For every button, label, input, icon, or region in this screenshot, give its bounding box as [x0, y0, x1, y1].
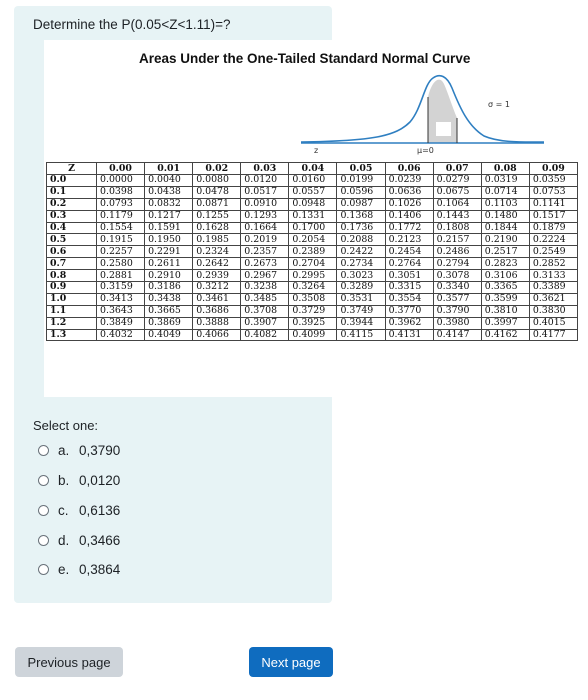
probability-cell: 0.0199	[337, 175, 385, 187]
probability-cell: 0.2967	[241, 270, 289, 282]
probability-cell: 0.3078	[433, 270, 481, 282]
probability-cell: 0.2123	[385, 234, 433, 246]
table-row	[47, 234, 578, 246]
probability-cell: 0.2257	[97, 246, 145, 258]
table-row	[47, 329, 578, 341]
probability-cell: 0.3962	[385, 317, 433, 329]
probability-cell: 0.2517	[481, 246, 529, 258]
z-table	[46, 162, 578, 341]
option-value: 0,6136	[79, 502, 121, 518]
probability-cell: 0.4147	[433, 329, 481, 341]
probability-cell: 0.1772	[385, 222, 433, 234]
probability-cell: 0.3159	[97, 282, 145, 294]
z-value-cell: 1.2	[47, 317, 97, 329]
probability-cell: 0.1217	[145, 210, 193, 222]
table-row	[47, 282, 578, 294]
probability-cell: 0.4099	[289, 329, 337, 341]
probability-cell: 0.2224	[529, 234, 577, 246]
option-letter: d.	[58, 532, 70, 548]
table-row	[47, 222, 578, 234]
probability-cell: 0.0438	[145, 186, 193, 198]
probability-cell: 0.1026	[385, 198, 433, 210]
probability-cell: 0.1879	[529, 222, 577, 234]
probability-cell: 0.4032	[97, 329, 145, 341]
probability-cell: 0.4115	[337, 329, 385, 341]
probability-cell: 0.4177	[529, 329, 577, 341]
probability-cell: 0.3438	[145, 293, 193, 305]
header-cell: 0.00	[97, 163, 145, 175]
option-b[interactable]	[38, 471, 120, 489]
probability-cell: 0.2324	[193, 246, 241, 258]
probability-cell: 0.3315	[385, 282, 433, 294]
probability-cell: 0.3849	[97, 317, 145, 329]
probability-cell: 0.2823	[481, 258, 529, 270]
option-letter: b.	[58, 472, 70, 488]
probability-cell: 0.1406	[385, 210, 433, 222]
probability-cell: 0.3925	[289, 317, 337, 329]
probability-cell: 0.2764	[385, 258, 433, 270]
probability-cell: 0.2054	[289, 234, 337, 246]
probability-cell: 0.2881	[97, 270, 145, 282]
probability-cell: 0.0080	[193, 175, 241, 187]
probability-cell: 0.2910	[145, 270, 193, 282]
probability-cell: 0.4162	[481, 329, 529, 341]
probability-cell: 0.1808	[433, 222, 481, 234]
probability-cell: 0.3980	[433, 317, 481, 329]
z-table-header-row	[47, 163, 578, 175]
next-page-button[interactable]: Next page	[249, 647, 333, 677]
z-value-cell: 0.7	[47, 258, 97, 270]
probability-cell: 0.2995	[289, 270, 337, 282]
option-letter: c.	[58, 502, 69, 518]
probability-cell: 0.3554	[385, 293, 433, 305]
normal-curve-diagram	[44, 40, 588, 162]
header-cell: 0.05	[337, 163, 385, 175]
probability-cell: 0.2580	[97, 258, 145, 270]
probability-cell: 0.3944	[337, 317, 385, 329]
probability-cell: 0.3599	[481, 293, 529, 305]
probability-cell: 0.1700	[289, 222, 337, 234]
probability-cell: 0.2157	[433, 234, 481, 246]
probability-cell: 0.3389	[529, 282, 577, 294]
probability-cell: 0.2454	[385, 246, 433, 258]
select-one-label: Select one:	[33, 418, 99, 433]
probability-cell: 0.0120	[241, 175, 289, 187]
probability-cell: 0.0000	[97, 175, 145, 187]
probability-cell: 0.2291	[145, 246, 193, 258]
probability-cell: 0.2190	[481, 234, 529, 246]
table-row	[47, 305, 578, 317]
option-a[interactable]	[38, 441, 120, 459]
probability-cell: 0.3643	[97, 305, 145, 317]
option-letter: e.	[58, 561, 70, 577]
probability-cell: 0.2422	[337, 246, 385, 258]
probability-cell: 0.1293	[241, 210, 289, 222]
probability-cell: 0.0714	[481, 186, 529, 198]
previous-page-button[interactable]: Previous page	[15, 647, 123, 677]
radio-button[interactable]	[38, 445, 49, 456]
z-table-body	[47, 175, 578, 341]
probability-cell: 0.2939	[193, 270, 241, 282]
probability-cell: 0.0910	[241, 198, 289, 210]
probability-cell: 0.2486	[433, 246, 481, 258]
z-table-figure	[44, 40, 588, 397]
option-c[interactable]	[38, 501, 120, 519]
probability-cell: 0.3023	[337, 270, 385, 282]
probability-cell: 0.3749	[337, 305, 385, 317]
probability-cell: 0.3186	[145, 282, 193, 294]
probability-cell: 0.3577	[433, 293, 481, 305]
probability-cell: 0.1591	[145, 222, 193, 234]
probability-cell: 0.3106	[481, 270, 529, 282]
mu-label: μ=0	[417, 146, 434, 155]
probability-cell: 0.2389	[289, 246, 337, 258]
table-row	[47, 210, 578, 222]
probability-cell: 0.0398	[97, 186, 145, 198]
radio-button[interactable]	[38, 535, 49, 546]
probability-cell: 0.0319	[481, 175, 529, 187]
probability-cell: 0.3485	[241, 293, 289, 305]
probability-cell: 0.3340	[433, 282, 481, 294]
probability-cell: 0.3997	[481, 317, 529, 329]
probability-cell: 0.4049	[145, 329, 193, 341]
table-row	[47, 198, 578, 210]
probability-cell: 0.2704	[289, 258, 337, 270]
probability-cell: 0.1255	[193, 210, 241, 222]
option-value: 0,0120	[79, 472, 121, 488]
probability-cell: 0.1064	[433, 198, 481, 210]
header-cell: 0.02	[193, 163, 241, 175]
probability-cell: 0.2794	[433, 258, 481, 270]
probability-cell: 0.2088	[337, 234, 385, 246]
probability-cell: 0.0948	[289, 198, 337, 210]
z-value-cell: 1.1	[47, 305, 97, 317]
probability-cell: 0.0675	[433, 186, 481, 198]
z-value-cell: 0.3	[47, 210, 97, 222]
probability-cell: 0.1331	[289, 210, 337, 222]
probability-cell: 0.1443	[433, 210, 481, 222]
question-text: Determine the P(0.05<Z<1.11)=?	[33, 17, 231, 32]
probability-cell: 0.3888	[193, 317, 241, 329]
probability-cell: 0.3686	[193, 305, 241, 317]
option-value: 0,3864	[79, 561, 121, 577]
table-row	[47, 186, 578, 198]
inner-white-box	[436, 122, 451, 136]
figure-title: Areas Under the One-Tailed Standard Normal Curve	[139, 51, 471, 66]
z-axis-label: z	[314, 146, 319, 155]
probability-cell: 0.1844	[481, 222, 529, 234]
probability-cell: 0.3830	[529, 305, 577, 317]
probability-cell: 0.1628	[193, 222, 241, 234]
header-cell: 0.04	[289, 163, 337, 175]
probability-cell: 0.1368	[337, 210, 385, 222]
header-cell: 0.01	[145, 163, 193, 175]
probability-cell: 0.3508	[289, 293, 337, 305]
probability-cell: 0.3907	[241, 317, 289, 329]
probability-cell: 0.0040	[145, 175, 193, 187]
probability-cell: 0.3051	[385, 270, 433, 282]
option-value: 0,3790	[79, 442, 121, 458]
probability-cell: 0.3810	[481, 305, 529, 317]
probability-cell: 0.3531	[337, 293, 385, 305]
option-value: 0,3466	[79, 532, 121, 548]
probability-cell: 0.3133	[529, 270, 577, 282]
probability-cell: 0.3461	[193, 293, 241, 305]
table-row	[47, 246, 578, 258]
option-e[interactable]	[38, 560, 120, 578]
header-cell: 0.07	[433, 163, 481, 175]
probability-cell: 0.0793	[97, 198, 145, 210]
probability-cell: 0.3729	[289, 305, 337, 317]
probability-cell: 0.1141	[529, 198, 577, 210]
probability-cell: 0.0279	[433, 175, 481, 187]
z-value-cell: 0.5	[47, 234, 97, 246]
header-cell: 0.03	[241, 163, 289, 175]
probability-cell: 0.3665	[145, 305, 193, 317]
probability-cell: 0.1664	[241, 222, 289, 234]
z-value-cell: 0.9	[47, 282, 97, 294]
probability-cell: 0.3708	[241, 305, 289, 317]
probability-cell: 0.2642	[193, 258, 241, 270]
z-value-cell: 0.2	[47, 198, 97, 210]
probability-cell: 0.3264	[289, 282, 337, 294]
probability-cell: 0.1179	[97, 210, 145, 222]
probability-cell: 0.2611	[145, 258, 193, 270]
probability-cell: 0.4082	[241, 329, 289, 341]
probability-cell: 0.3212	[193, 282, 241, 294]
probability-cell: 0.0832	[145, 198, 193, 210]
probability-cell: 0.1950	[145, 234, 193, 246]
z-value-cell: 0.1	[47, 186, 97, 198]
probability-cell: 0.2673	[241, 258, 289, 270]
probability-cell: 0.3413	[97, 293, 145, 305]
probability-cell: 0.3289	[337, 282, 385, 294]
table-row	[47, 258, 578, 270]
probability-cell: 0.3770	[385, 305, 433, 317]
probability-cell: 0.1480	[481, 210, 529, 222]
probability-cell: 0.0239	[385, 175, 433, 187]
probability-cell: 0.2549	[529, 246, 577, 258]
radio-button[interactable]	[38, 505, 49, 516]
probability-cell: 0.1517	[529, 210, 577, 222]
probability-cell: 0.2357	[241, 246, 289, 258]
z-value-cell: 0.8	[47, 270, 97, 282]
probability-cell: 0.0517	[241, 186, 289, 198]
probability-cell: 0.0596	[337, 186, 385, 198]
table-row	[47, 270, 578, 282]
probability-cell: 0.1103	[481, 198, 529, 210]
probability-cell: 0.2852	[529, 258, 577, 270]
probability-cell: 0.4066	[193, 329, 241, 341]
probability-cell: 0.0478	[193, 186, 241, 198]
probability-cell: 0.0160	[289, 175, 337, 187]
option-letter: a.	[58, 442, 70, 458]
probability-cell: 0.0557	[289, 186, 337, 198]
probability-cell: 0.3621	[529, 293, 577, 305]
sigma-label: σ = 1	[488, 100, 510, 109]
probability-cell: 0.1736	[337, 222, 385, 234]
header-cell: 0.09	[529, 163, 577, 175]
probability-cell: 0.2734	[337, 258, 385, 270]
probability-cell: 0.1915	[97, 234, 145, 246]
probability-cell: 0.1985	[193, 234, 241, 246]
probability-cell: 0.0753	[529, 186, 577, 198]
z-value-cell: 0.4	[47, 222, 97, 234]
z-value-cell: 0.6	[47, 246, 97, 258]
header-cell: Z	[47, 163, 97, 175]
probability-cell: 0.4131	[385, 329, 433, 341]
option-d[interactable]	[38, 531, 120, 549]
radio-button[interactable]	[38, 564, 49, 575]
header-cell: 0.08	[481, 163, 529, 175]
probability-cell: 0.4015	[529, 317, 577, 329]
z-value-cell: 1.0	[47, 293, 97, 305]
probability-cell: 0.0987	[337, 198, 385, 210]
radio-button[interactable]	[38, 475, 49, 486]
z-value-cell: 1.3	[47, 329, 97, 341]
probability-cell: 0.3869	[145, 317, 193, 329]
table-row	[47, 175, 578, 187]
table-row	[47, 293, 578, 305]
table-row	[47, 317, 578, 329]
probability-cell: 0.0359	[529, 175, 577, 187]
probability-cell: 0.3238	[241, 282, 289, 294]
header-cell: 0.06	[385, 163, 433, 175]
z-value-cell: 0.0	[47, 175, 97, 187]
probability-cell: 0.0636	[385, 186, 433, 198]
probability-cell: 0.1554	[97, 222, 145, 234]
probability-cell: 0.2019	[241, 234, 289, 246]
probability-cell: 0.3365	[481, 282, 529, 294]
probability-cell: 0.0871	[193, 198, 241, 210]
probability-cell: 0.3790	[433, 305, 481, 317]
